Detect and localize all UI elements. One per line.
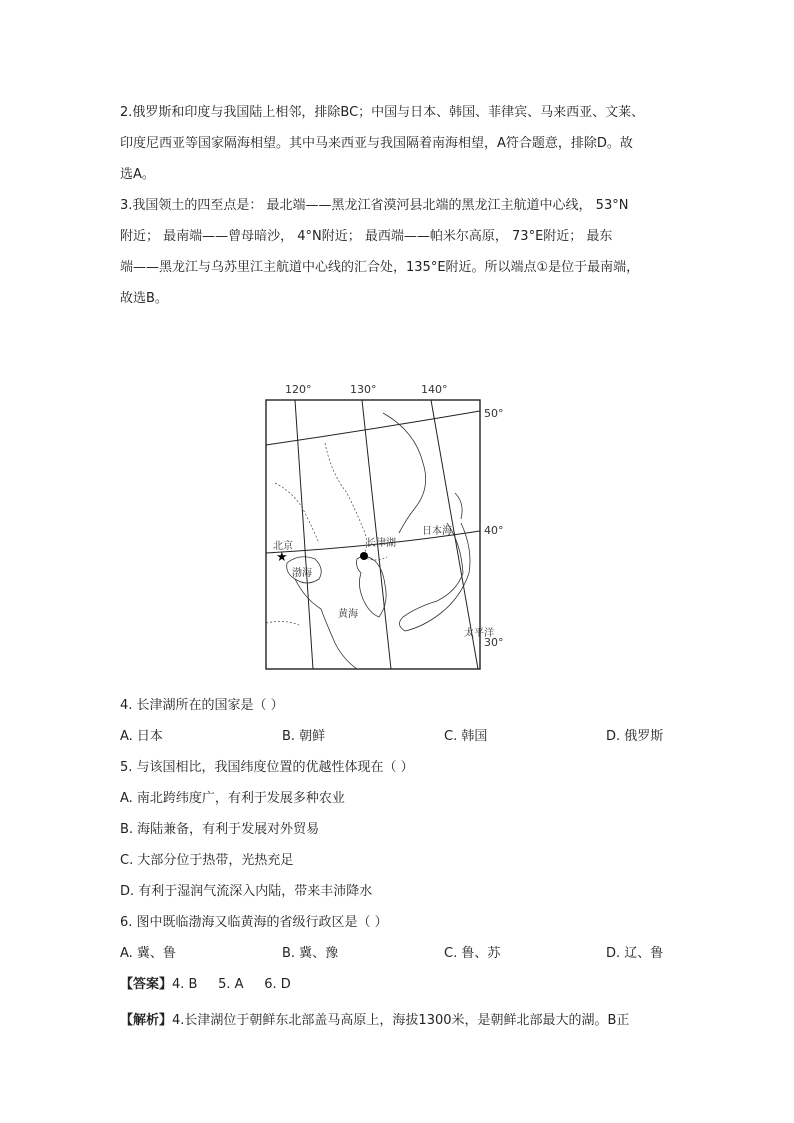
analysis-label: 【解析】 xyxy=(120,1013,173,1028)
lon-label-140: 140° xyxy=(421,383,448,396)
lat-label-40: 40° xyxy=(484,524,504,537)
answer-paragraph-2-line-1: 2.俄罗斯和印度与我国陆上相邻，排除BC；中国与日本、韩国、菲律宾、马来西亚、文莱、 xyxy=(120,105,645,120)
question-4-option-a: A. 日本 xyxy=(120,729,163,744)
label-taipingyang: 太平洋 xyxy=(464,628,494,639)
answer-paragraph-2-line-2: 印度尼西亚等国家隔海相望。其中马来西亚与我国隔着南海相望，A符合题意，排除D。故 xyxy=(120,136,633,151)
label-ribenhai: 日本海 xyxy=(422,526,452,537)
question-5-option-d: D. 有利于湿润气流深入内陆，带来丰沛降水 xyxy=(120,884,373,899)
changjin-lake-marker xyxy=(360,552,368,560)
question-4-option-c: C. 韩国 xyxy=(444,729,488,744)
label-bohai: 渤海 xyxy=(292,568,312,579)
answer-paragraph-2-line-3: 选A。 xyxy=(120,167,155,182)
question-4-stem: 4. 长津湖所在的国家是（ ） xyxy=(120,698,284,713)
question-4-option-b: B. 朝鲜 xyxy=(282,729,326,744)
question-5-option-a: A. 南北跨纬度广，有利于发展多种农业 xyxy=(120,791,345,806)
lon-label-130: 130° xyxy=(350,383,377,396)
analysis-line xyxy=(120,1012,629,1030)
question-5-option-c: C. 大部分位于热带，光热充足 xyxy=(120,853,294,868)
answer-paragraph-3-line-2: 附近； 最南端——曾母暗沙， 4°N附近； 最西端——帕米尔高原， 73°E附近； 最东 xyxy=(120,229,613,244)
answer-label: 【答案】 xyxy=(120,977,173,992)
beijing-star-icon: ★ xyxy=(276,550,288,565)
map-figure xyxy=(265,373,510,671)
answer-text: 4. B 5. A 6. D xyxy=(172,977,291,992)
answer-paragraph-3-line-1: 3.我国领土的四至点是： 最北端——黑龙江省漠河县北端的黑龙江主航道中心线， 53°N xyxy=(120,198,629,213)
question-6-option-b: B. 冀、豫 xyxy=(282,946,339,961)
label-changjinhu: 长津湖 xyxy=(366,538,396,549)
lat-label-50: 50° xyxy=(484,407,504,420)
question-6-option-d: D. 辽、鲁 xyxy=(606,946,664,961)
location-map xyxy=(265,373,510,671)
question-5-option-b: B. 海陆兼备，有利于发展对外贸易 xyxy=(120,822,320,837)
lon-label-120: 120° xyxy=(285,383,312,396)
analysis-text: 4.长津湖位于朝鲜东北部盖马高原上，海拔1300米，是朝鲜北部最大的湖。B正 xyxy=(172,1013,630,1028)
question-6-option-c: C. 鲁、苏 xyxy=(444,946,501,961)
label-huanghai: 黄海 xyxy=(338,609,358,620)
question-4-option-d: D. 俄罗斯 xyxy=(606,729,664,744)
lat-label-30: 30° xyxy=(484,636,504,649)
answer-line xyxy=(120,976,291,994)
question-6-stem: 6. 图中既临渤海又临黄海的省级行政区是（ ） xyxy=(120,915,388,930)
answer-paragraph-3-line-3: 端——黑龙江与乌苏里江主航道中心线的汇合处，135°E附近。所以端点①是位于最南端， xyxy=(120,260,640,275)
question-5-stem: 5. 与该国相比，我国纬度位置的优越性体现在（ ） xyxy=(120,760,414,775)
answer-paragraph-3-line-4: 故选B。 xyxy=(120,291,168,306)
question-6-option-a: A. 冀、鲁 xyxy=(120,946,176,961)
label-beijing: 北京 xyxy=(273,541,293,552)
